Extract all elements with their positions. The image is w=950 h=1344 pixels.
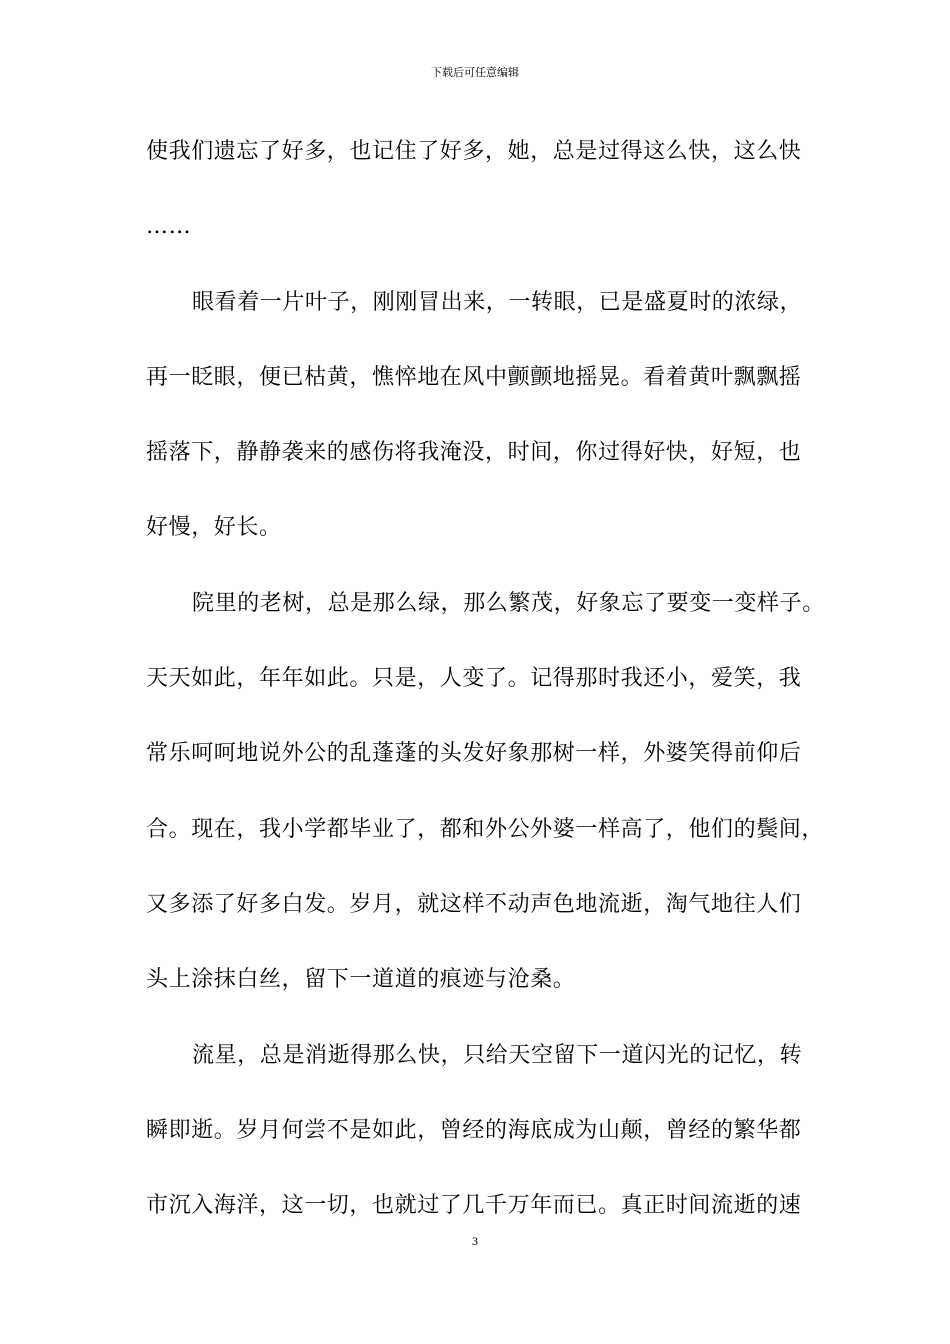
text-line: 好慢，好长。 <box>146 515 282 541</box>
text-line: 瞬即逝。岁月何尝不是如此，曾经的海底成为山颠，曾经的繁华都 <box>146 1117 802 1143</box>
text-line: 又多添了好多白发。岁月，就这样不动声色地流逝，淘气地往人们 <box>146 891 802 917</box>
text-line: 流星，总是消逝得那么快，只给天空留下一道闪光的记忆，转 <box>192 1042 803 1068</box>
text-line: 眼看着一片叶子，刚刚冒出来，一转眼，已是盛夏时的浓绿， <box>192 289 803 315</box>
text-line: 摇落下，静静袭来的感伤将我淹没，时间，你过得好快，好短，也 <box>146 440 802 466</box>
text-line: 头上涂抹白丝，留下一道道的痕迹与沧桑。 <box>146 967 576 993</box>
text-line: 天天如此，年年如此。只是，人变了。记得那时我还小，爱笑，我 <box>146 666 802 692</box>
page-header: 下载后可任意编辑 <box>431 66 519 79</box>
text-line: 市沉入海洋，这一切，也就过了几千万年而已。真正时间流逝的速 <box>146 1193 802 1219</box>
text-line: …… <box>146 214 192 240</box>
text-line: 常乐呵呵地说外公的乱蓬蓬的头发好象那树一样，外婆笑得前仰后 <box>146 741 802 767</box>
text-line: 使我们遗忘了好多，也记住了好多，她，总是过得这么快，这么快 <box>146 139 802 164</box>
text-line: 再一眨眼，便已枯黄，憔悴地在风中颤颤地摇晃。看着黄叶飘飘摇 <box>146 364 802 390</box>
text-line: 合。现在，我小学都毕业了，都和外公外婆一样高了，他们的鬓间， <box>146 816 825 842</box>
text-line: 院里的老树，总是那么绿，那么繁茂，好象忘了要变一变样子。 <box>192 590 825 616</box>
page-number: 3 <box>472 1234 478 1248</box>
document-body <box>146 132 825 1261</box>
